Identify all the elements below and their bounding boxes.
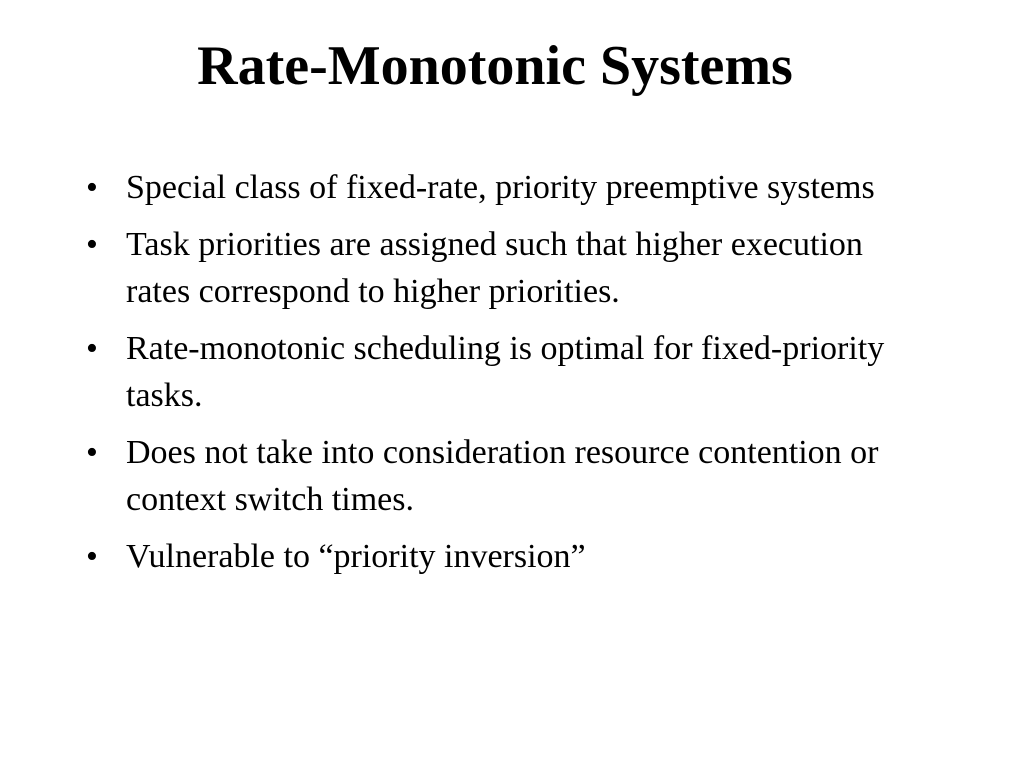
bullet-icon: • xyxy=(86,169,98,206)
bullet-icon: • xyxy=(86,226,98,263)
slide-title: Rate-Monotonic Systems xyxy=(197,35,793,97)
bullet-item xyxy=(86,221,906,315)
bullet-icon: • xyxy=(86,330,98,367)
bullet-item xyxy=(86,164,906,211)
bullet-text: Vulnerable to “priority inversion” xyxy=(126,538,586,575)
bullet-text: Special class of fixed-rate, priority preemptive systems xyxy=(126,169,875,206)
bullet-item xyxy=(86,429,906,523)
bullet-item xyxy=(86,325,906,419)
bullet-icon: • xyxy=(86,434,98,471)
bullet-list xyxy=(86,164,906,590)
bullet-text: Task priorities are assigned such that higher execution rates correspond to higher priorities. xyxy=(126,226,863,310)
bullet-text: Rate-monotonic scheduling is optimal for fixed-priority tasks. xyxy=(126,330,885,414)
bullet-icon: • xyxy=(86,538,98,575)
bullet-text: Does not take into consideration resource contention or context switch times. xyxy=(126,434,879,518)
bullet-item xyxy=(86,533,906,580)
